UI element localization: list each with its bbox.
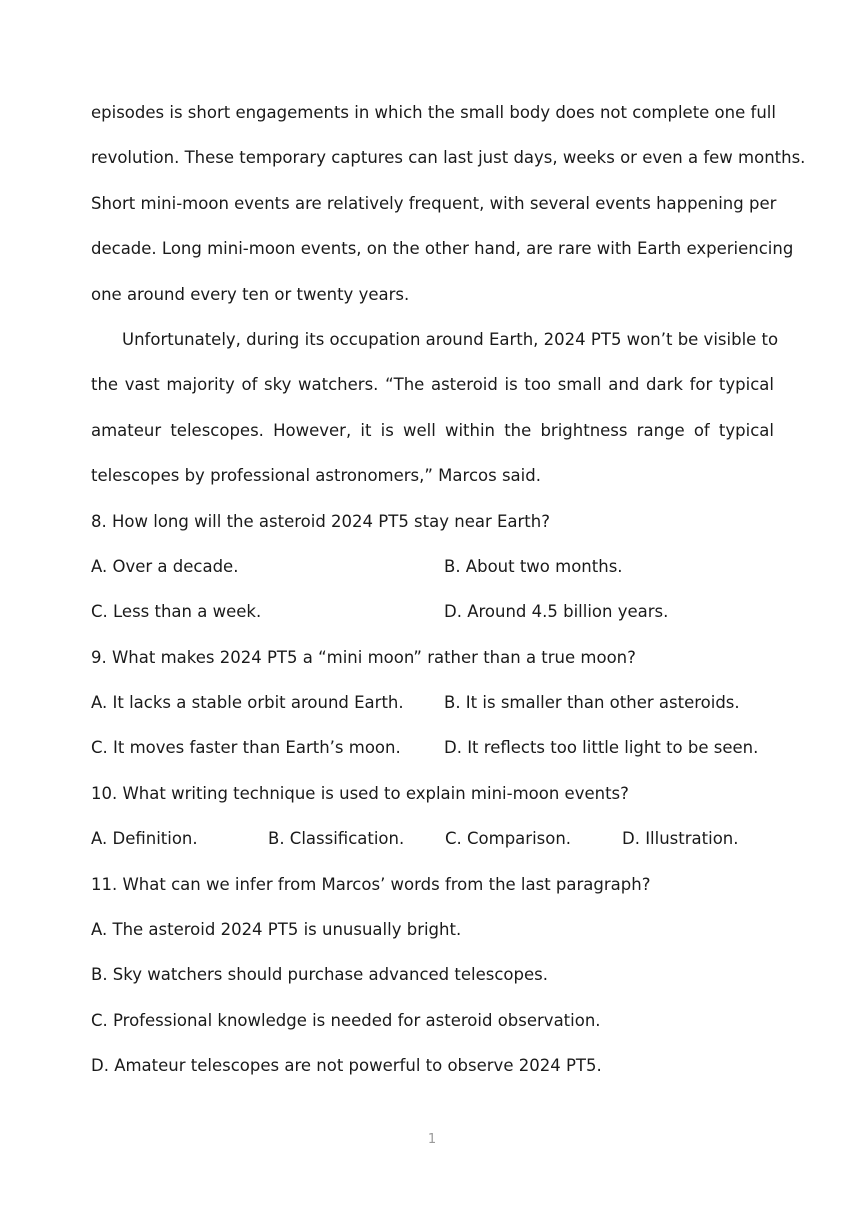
option-b: B. It is smaller than other asteroids. bbox=[444, 693, 740, 713]
question-stem: 9. What makes 2024 PT5 a “mini moon” rather than a true moon? bbox=[91, 647, 636, 667]
paragraph-line: decade. Long mini-moon events, on the other hand, are rare with Earth experiencing bbox=[91, 239, 794, 259]
option-a: A. Over a decade. bbox=[91, 556, 239, 576]
option-c: C. Less than a week. bbox=[91, 602, 262, 622]
paragraph-line: the vast majority of sky watchers. “The asteroid is too small and dark for typical bbox=[91, 375, 774, 395]
option-c: C. Comparison. bbox=[445, 829, 572, 849]
question-stem: 10. What writing technique is used to explain mini-moon events? bbox=[91, 783, 629, 803]
question-10 bbox=[91, 771, 774, 862]
option-row bbox=[91, 680, 774, 725]
option-c: C. Professional knowledge is needed for asteroid observation. bbox=[91, 1010, 601, 1030]
option-b: B. About two months. bbox=[444, 556, 623, 576]
option-d: D. Amateur telescopes are not powerful to observe 2024 PT5. bbox=[91, 1056, 602, 1076]
option-a: A. The asteroid 2024 PT5 is unusually bright. bbox=[91, 920, 462, 940]
option-row bbox=[91, 544, 774, 589]
page-content bbox=[91, 90, 806, 1089]
question-stem: 8. How long will the asteroid 2024 PT5 stay near Earth? bbox=[91, 511, 550, 531]
option-row bbox=[91, 725, 774, 770]
paragraph-line: telescopes by professional astronomers,” Marcos said. bbox=[91, 466, 541, 486]
option-d: D. Around 4.5 billion years. bbox=[444, 602, 669, 622]
paragraph-visibility bbox=[91, 317, 779, 499]
page-number: 1 bbox=[427, 1132, 437, 1147]
question-8 bbox=[91, 499, 774, 635]
paragraph-line: revolution. These temporary captures can last just days, weeks or even a few months. bbox=[91, 148, 806, 168]
option-a: A. Definition. bbox=[91, 829, 198, 849]
option-c: C. It moves faster than Earth’s moon. bbox=[91, 738, 401, 758]
paragraph-line: Unfortunately, during its occupation around Earth, 2024 PT5 won’t be visible to bbox=[122, 329, 779, 349]
paragraph-mini-moon-episodes bbox=[91, 90, 806, 317]
option-b: B. Classification. bbox=[268, 829, 405, 849]
option-d: D. Illustration. bbox=[622, 829, 739, 849]
paragraph-line: one around every ten or twenty years. bbox=[91, 284, 410, 304]
option-row bbox=[91, 589, 774, 634]
question-11 bbox=[91, 862, 774, 1089]
question-stem: 11. What can we infer from Marcos’ words from the last paragraph? bbox=[91, 874, 651, 894]
option-a: A. It lacks a stable orbit around Earth. bbox=[91, 693, 404, 713]
paragraph-line: episodes is short engagements in which the small body does not complete one full bbox=[91, 103, 776, 122]
paragraph-line: Short mini-moon events are relatively frequent, with several events happening per bbox=[91, 193, 777, 213]
option-row bbox=[91, 816, 774, 861]
question-9 bbox=[91, 635, 774, 771]
option-d: D. It reflects too little light to be seen. bbox=[444, 738, 759, 758]
paragraph-line: amateur telescopes. However, it is well within the brightness range of typical bbox=[91, 420, 774, 440]
option-b: B. Sky watchers should purchase advanced telescopes. bbox=[91, 965, 548, 985]
